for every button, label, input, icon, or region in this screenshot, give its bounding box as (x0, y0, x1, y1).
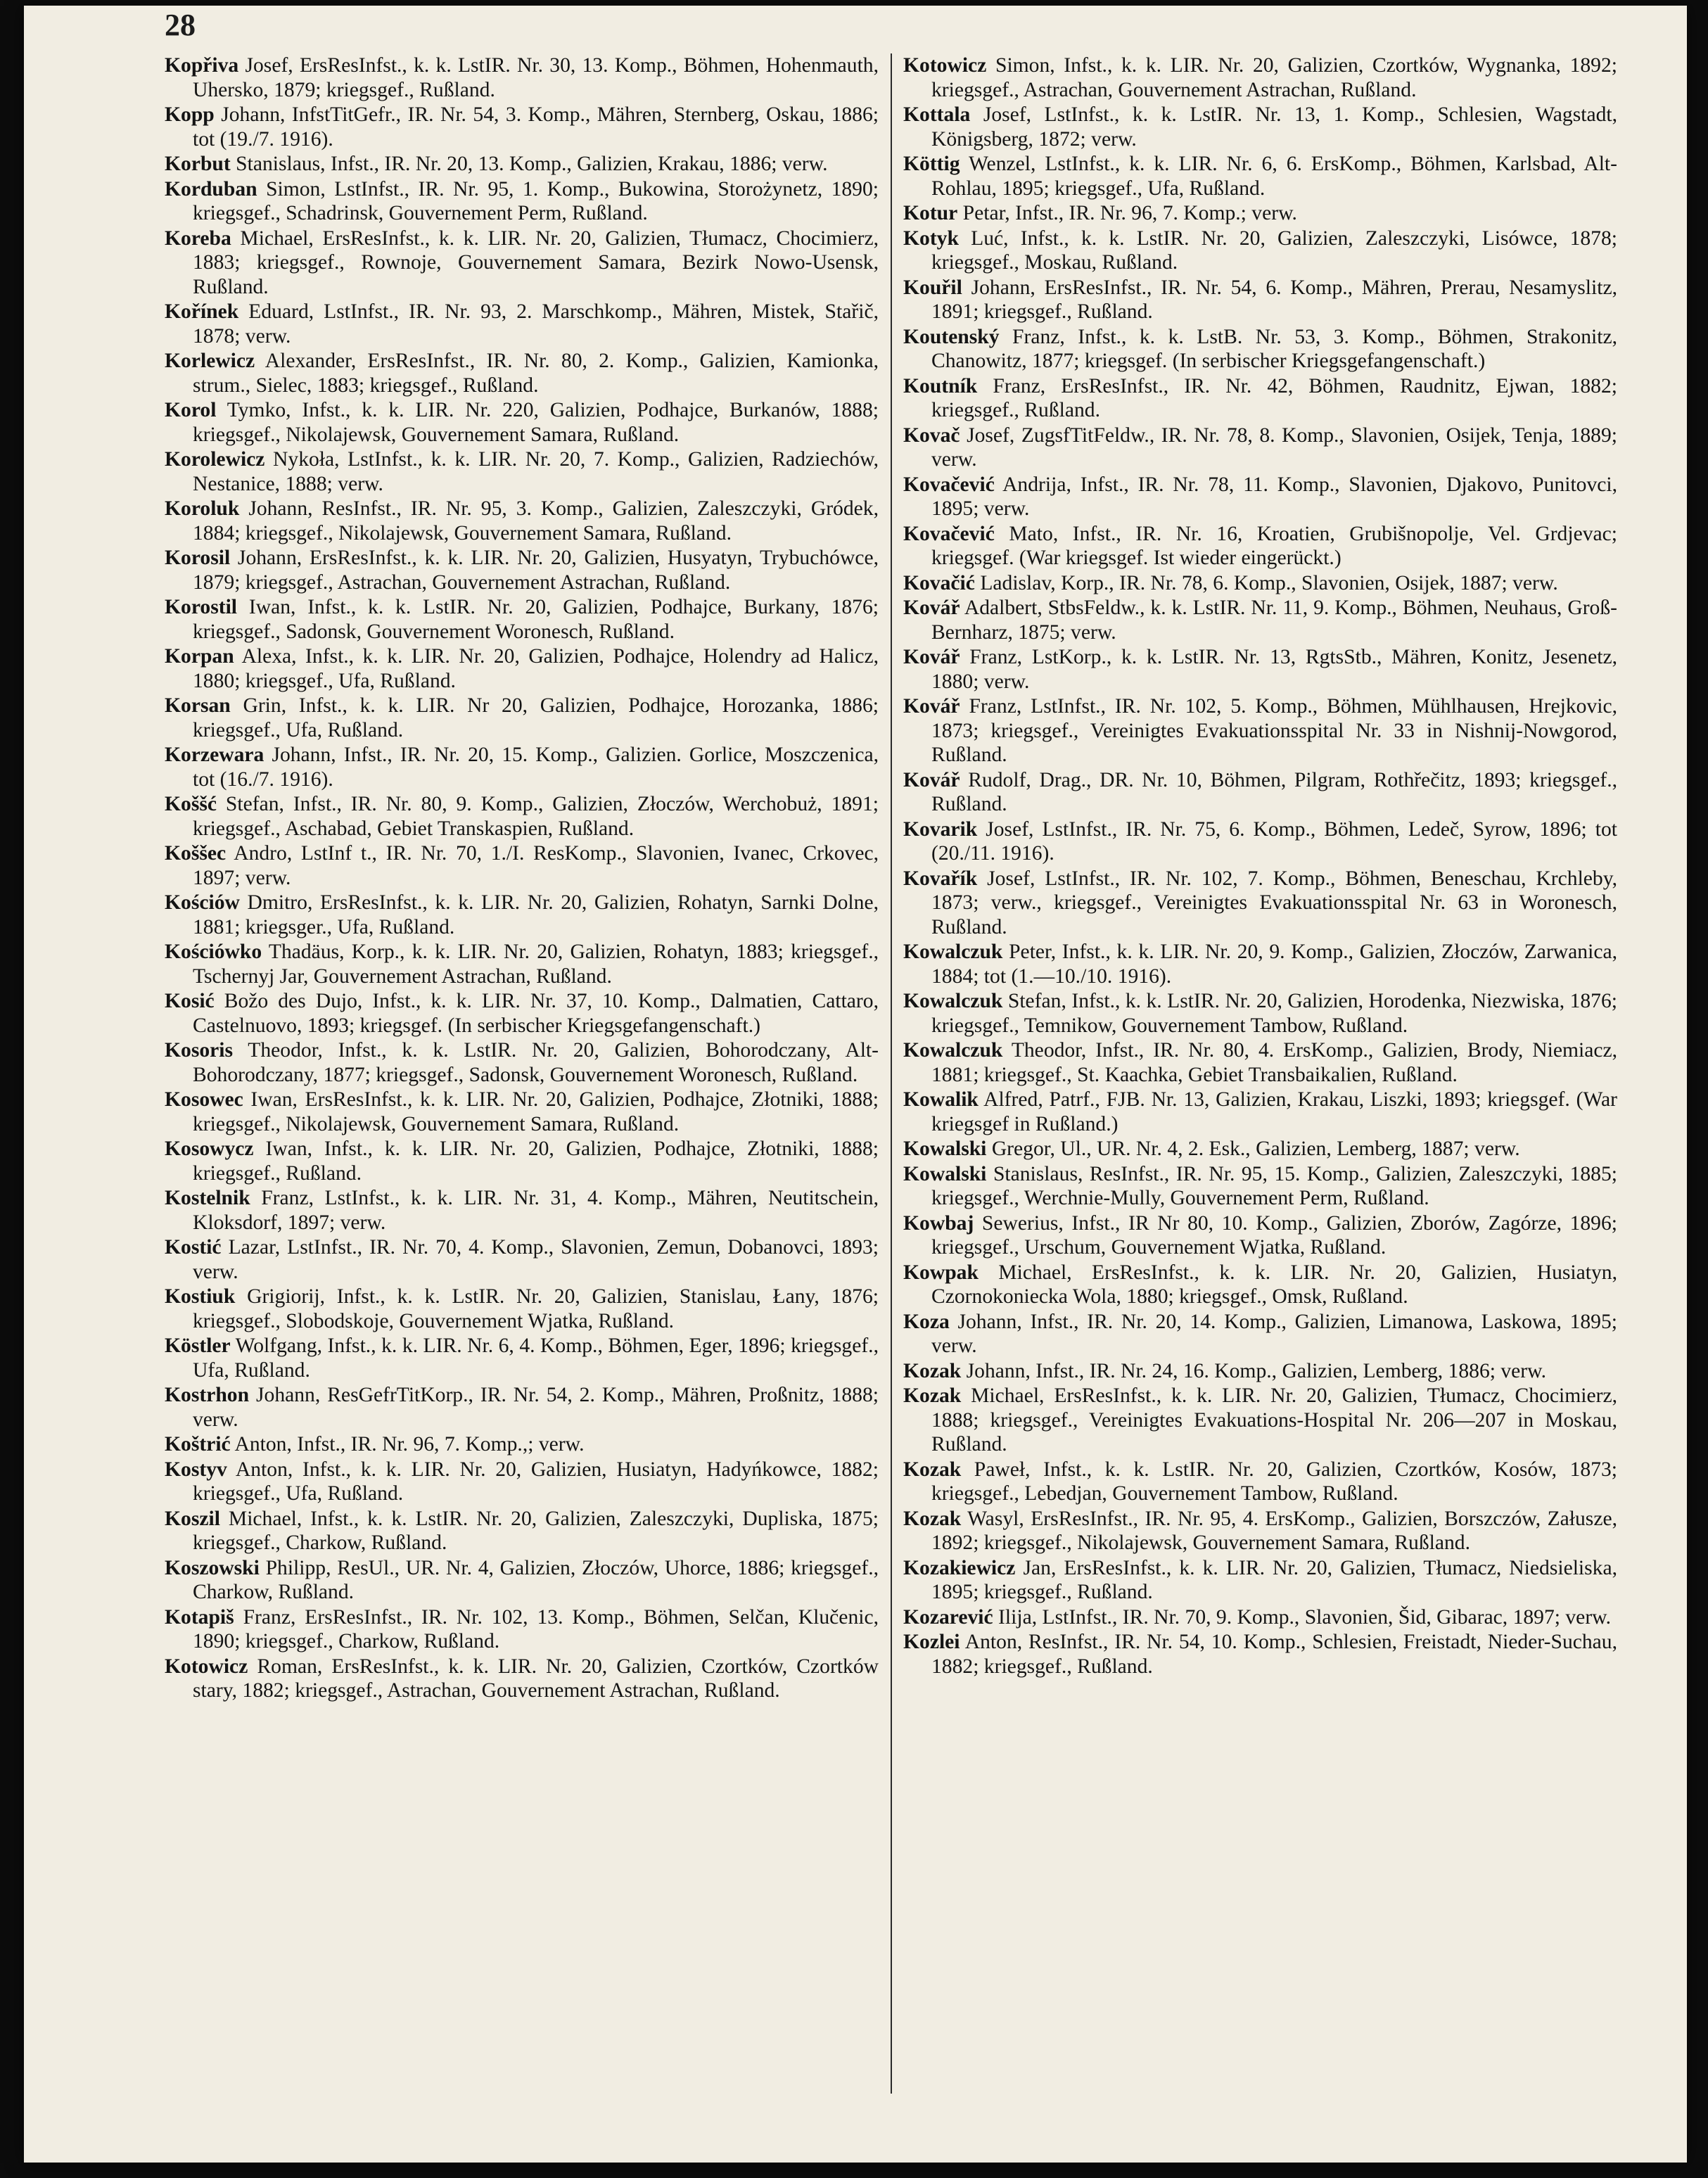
entry-details: Tymko, Infst., k. k. LIR. Nr. 220, Galizien, Podhajce, Burkanów, 1888; kriegsgef., Nikolajewsk, Gouvernement Samara, Rußland. (193, 399, 879, 446)
casualty-entry (903, 817, 1617, 866)
entry-details: Eduard, LstInfst., IR. Nr. 93, 2. Marschkomp., Mähren, Mistek, Stařič, 1878; verw. (193, 300, 879, 348)
entry-details: Johann, InfstTitGefr., IR. Nr. 54, 3. Komp., Mähren, Sternberg, Oskau, 1886; tot (19./7. 1916). (193, 103, 879, 151)
entry-details: Jan, ErsResInfst., k. k. LIR. Nr. 20, Galizien, Tłumacz, Niedsieliska, 1895; kriegsgef., Rußland. (931, 1556, 1617, 1603)
entry-details: Iwan, Infst., k. k. LIR. Nr. 20, Galizien, Podhajce, Złotniki, 1888; kriegsgef., Rußland. (193, 1138, 879, 1185)
entry-details: Stanislaus, Infst., IR. Nr. 20, 13. Komp., Galizien, Krakau, 1886; verw. (236, 153, 828, 175)
entry-surname: Köttig (903, 153, 960, 175)
casualty-entry (165, 743, 879, 791)
casualty-entry (903, 1088, 1617, 1136)
entry-details: Iwan, ErsResInfst., k. k. LIR. Nr. 20, Galizien, Podhajce, Złotniki, 1888; kriegsgef., Nikolajewsk, Gouvernement Samara, Rußland. (193, 1088, 879, 1135)
casualty-entry (165, 1383, 879, 1432)
casualty-entry (165, 497, 879, 545)
casualty-entry (903, 424, 1617, 472)
casualty-entry (165, 841, 879, 890)
scanned-page (24, 6, 1687, 2163)
entry-details: Johann, ErsResInfst., IR. Nr. 54, 6. Komp., Mähren, Prerau, Nesamyslitz, 1891; kriegsgef., Rußland. (931, 276, 1617, 323)
entry-details: Franz, Infst., k. k. LstB. Nr. 53, 3. Komp., Böhmen, Strakonitz, Chanowitz, 1877; kriegsgef. (In serbischer Kriegsgefangenschaft.) (931, 325, 1617, 372)
entry-details: Wasyl, ErsResInfst., IR. Nr. 95, 4. ErsKomp., Galizien, Borszczów, Załusze, 1892; kriegsgef., Nikolajewsk, Gouvernement Samara, Rußland. (931, 1507, 1617, 1554)
entry-surname: Korsan (165, 694, 231, 717)
casualty-entry (165, 53, 879, 102)
casualty-entry (165, 1088, 879, 1136)
entry-surname: Kovář (903, 597, 960, 619)
entry-details: Franz, ErsResInfst., IR. Nr. 42, Böhmen, Raudnitz, Ejwan, 1882; kriegsgef., Rußland. (931, 374, 1617, 421)
casualty-entry (903, 473, 1617, 521)
entry-details: Stefan, Infst., k. k. LstIR. Nr. 20, Galizien, Horodenka, Niezwiska, 1876; kriegsgef., Temnikow, Gouvernement Tambow, Rußland. (931, 990, 1617, 1037)
casualty-entry (165, 1186, 879, 1235)
entry-surname: Koszil (165, 1507, 220, 1530)
casualty-entry (165, 398, 879, 447)
casualty-entry (903, 53, 1617, 102)
casualty-entry (903, 694, 1617, 768)
casualty-entry (903, 1038, 1617, 1087)
entry-surname: Kostrhon (165, 1384, 250, 1406)
entry-surname: Korolewicz (165, 448, 265, 471)
entry-surname: Koštrić (165, 1433, 231, 1456)
casualty-entry (165, 940, 879, 988)
casualty-entry (165, 1334, 879, 1382)
casualty-entry (165, 792, 879, 841)
casualty-entry (165, 989, 879, 1038)
entry-surname: Kovář (903, 695, 960, 718)
casualty-entry (903, 1630, 1617, 1679)
entry-details: Michael, Infst., k. k. LstIR. Nr. 20, Galizien, Zaleszczyki, Dupliska, 1875; kriegsgef., Charkow, Rußland. (193, 1507, 879, 1554)
casualty-entry (903, 940, 1617, 988)
entry-surname: Korosil (165, 547, 231, 569)
entry-details: Simon, Infst., k. k. LIR. Nr. 20, Galizien, Czortków, Wygnanka, 1892; kriegsgef., Astrachan, Gouvernement Astrachan, Rußland. (931, 54, 1617, 101)
entry-details: Franz, LstInfst., k. k. LIR. Nr. 31, 4. Komp., Mähren, Neutitschein, Kloksdorf, 1897; verw. (193, 1187, 879, 1234)
entry-surname: Korol (165, 399, 217, 421)
entry-surname: Kovačević (903, 473, 995, 496)
casualty-entry (903, 227, 1617, 275)
entry-details: Thadäus, Korp., k. k. LIR. Nr. 20, Galizien, Rohatyn, 1883; kriegsgef., Tschernyj Jar, Gouvernement Astrachan, Rußland. (193, 941, 879, 988)
casualty-entry (165, 177, 879, 226)
casualty-entry (165, 1655, 879, 1703)
entry-surname: Köstler (165, 1335, 231, 1357)
entry-surname: Kowalczuk (903, 990, 1003, 1012)
entry-surname: Kottala (903, 103, 971, 126)
entry-surname: Kovač (903, 424, 960, 447)
entry-details: Ilija, LstInfst., IR. Nr. 70, 9. Komp., Slavonien, Šid, Gibarac, 1897; verw. (998, 1605, 1612, 1629)
entry-details: Johann, Infst., IR. Nr. 20, 14. Komp., Galizien, Limanowa, Laskowa, 1895; verw. (931, 1310, 1617, 1357)
casualty-entry (165, 1137, 879, 1185)
entry-details: Johann, ErsResInfst., k. k. LIR. Nr. 20, Galizien, Husyatyn, Trybuchówce, 1879; kriegsgef., Astrachan, Gouvernement Astrachan, Rußland. (193, 547, 879, 594)
entry-details: Alexa, Infst., k. k. LIR. Nr. 20, Galizien, Podhajce, Holendry ad Halicz, 1880; kriegsgef., Ufa, Rußland. (193, 645, 879, 692)
entry-details: Josef, ZugsfTitFeldw., IR. Nr. 78, 8. Komp., Slavonien, Osijek, Tenja, 1889; verw. (931, 424, 1617, 471)
entry-surname: Korostil (165, 596, 238, 618)
entry-details: Josef, LstInfst., IR. Nr. 102, 7. Komp., Böhmen, Beneschau, Krchleby, 1873; verw., kriegsgef., Vereinigtes Evakuationsspital Nr. 63 in Woronesch, Rußland. (931, 867, 1618, 938)
casualty-entry (165, 1038, 879, 1087)
entry-details: Petar, Infst., IR. Nr. 96, 7. Komp.; verw. (962, 202, 1297, 224)
casualty-entry (165, 1605, 879, 1654)
entry-surname: Kowalski (903, 1162, 987, 1185)
entry-details: Dmitro, ErsResInfst., k. k. LIR. Nr. 20, Galizien, Rohatyn, Sarnki Dolne, 1881; kriegsger., Ufa, Rußland. (193, 891, 879, 938)
entry-surname: Kozarević (903, 1605, 993, 1629)
casualty-entry (903, 201, 1617, 226)
casualty-entry (903, 152, 1617, 200)
entry-details: Wenzel, LstInfst., k. k. LIR. Nr. 6, 6. ErsKomp., Böhmen, Karlsbad, Alt-Rohlau, 1895; kriegsgef., Ufa, Rußland. (931, 153, 1617, 200)
entry-details: Sewerius, Infst., IR Nr 80, 10. Komp., Galizien, Zborów, Zagórze, 1896; kriegsgef., Urschum, Gouvernement Wjatka, Rußland. (931, 1211, 1617, 1259)
entry-surname: Koutník (903, 374, 978, 397)
entry-details: Johann, ResInfst., IR. Nr. 95, 3. Komp., Galizien, Zaleszczyki, Gródek, 1884; kriegsgef., Nikolajewsk, Gouvernement Samara, Rußland. (193, 497, 879, 544)
entry-details: Alexander, ErsResInfst., IR. Nr. 80, 2. Komp., Galizien, Kamionka, strum., Sielec, 1883; kriegsgef., Rußland. (193, 350, 879, 397)
entry-details: Wolfgang, Infst., k. k. LIR. Nr. 6, 4. Komp., Böhmen, Eger, 1896; kriegsgef., Ufa, Rußland. (193, 1335, 879, 1382)
casualty-entry (903, 1211, 1617, 1260)
entry-surname: Korlewicz (165, 350, 255, 372)
casualty-entry (165, 349, 879, 397)
entry-surname: Kovář (903, 646, 960, 668)
entry-details: Adalbert, StbsFeldw., k. k. LstIR. Nr. 11, 9. Komp., Böhmen, Neuhaus, Groß-Bernharz, 1875; verw. (931, 597, 1617, 644)
entry-surname: Kovačević (903, 522, 995, 545)
entry-surname: Kościów (165, 891, 240, 914)
casualty-entry (165, 1458, 879, 1506)
casualty-entry (165, 1556, 879, 1605)
casualty-entry (165, 227, 879, 300)
entry-details: Michael, ErsResInfst., k. k. LIR. Nr. 20, Galizien, Tłumacz, Chocimierz, 1888; kriegsgef., Vereinigtes Evakuations-Hospital Nr. 206—207 in Moskau, Rußland. (931, 1384, 1618, 1456)
entry-details: Andro, LstInf t., IR. Nr. 70, 1./I. ResKomp., Slavonien, Ivanec, Crkovec, 1897; verw. (193, 842, 879, 889)
casualty-entry (165, 546, 879, 594)
left-column (165, 53, 879, 1704)
entry-surname: Kotowicz (903, 54, 987, 77)
entry-surname: Kosić (165, 990, 215, 1012)
entry-details: Franz, LstInfst., IR. Nr. 102, 5. Komp., Böhmen, Mühlhausen, Hrejkovic, 1873; kriegsgef., Vereinigtes Evakuationsspital Nr. 33 in Nishnij-Nowgorod, Rußland. (931, 695, 1618, 766)
entry-details: Franz, LstKorp., k. k. LstIR. Nr. 13, RgtsStb., Mähren, Konitz, Jesenetz, 1880; verw. (931, 646, 1617, 693)
entry-surname: Kostyv (165, 1458, 227, 1481)
entry-surname: Kotapiš (165, 1605, 234, 1629)
entry-details: Stefan, Infst., IR. Nr. 80, 9. Komp., Galizien, Złoczów, Werchobuż, 1891; kriegsgef., Aschabad, Gebiet Transkaspien, Rußland. (193, 793, 879, 840)
entry-details: Anton, Infst., IR. Nr. 96, 7. Komp.,; verw. (234, 1433, 585, 1456)
column-divider (891, 53, 892, 2094)
casualty-entry (165, 644, 879, 693)
casualty-entry (903, 1556, 1617, 1605)
casualty-entry (165, 1285, 879, 1333)
entry-surname: Kopp (165, 103, 215, 126)
casualty-entry (903, 1458, 1617, 1506)
entry-details: Andrija, Infst., IR. Nr. 78, 11. Komp., Slavonien, Djakovo, Punitovci, 1895; verw. (931, 473, 1618, 520)
entry-surname: Kozak (903, 1359, 962, 1382)
entry-surname: Kopřiva (165, 54, 239, 77)
entry-details: Ladislav, Korp., IR. Nr. 78, 6. Komp., Slavonien, Osijek, 1887; verw. (980, 571, 1558, 594)
entry-details: Philipp, ResUl., UR. Nr. 4, Galizien, Złoczów, Uhorce, 1886; kriegsgef., Charkow, Rußland. (193, 1556, 879, 1603)
entry-details: Iwan, Infst., k. k. LstIR. Nr. 20, Galizien, Podhajce, Burkany, 1876; kriegsgef., Sadonsk, Gouvernement Woronesch, Rußland. (193, 596, 879, 643)
entry-details: Michael, ErsResInfst., k. k. LIR. Nr. 20, Galizien, Tłumacz, Chocimierz, 1883; kriegsgef., Rownoje, Gouvernement Samara, Bezirk Nowo-Usensk, Rußland. (193, 227, 879, 298)
entry-details: Theodor, Infst., k. k. LstIR. Nr. 20, Galizien, Bohorodczany, Alt-Bohorodczany, 1877; kriegsgef., Sadonsk, Gouvernement Woronesch, Rußland. (193, 1039, 879, 1086)
casualty-entry (903, 571, 1617, 596)
casualty-entry (903, 1137, 1617, 1161)
entry-details: Rudolf, Drag., DR. Nr. 10, Böhmen, Pilgram, Rothřečitz, 1893; kriegsgef., Rußland. (931, 768, 1617, 815)
entry-details: Anton, Infst., k. k. LIR. Nr. 20, Galizien, Husiatyn, Hadyńkowce, 1882; kriegsgef., Ufa, Rußland. (193, 1458, 879, 1505)
entry-details: Franz, ErsResInfst., IR. Nr. 102, 13. Komp., Böhmen, Selčan, Klučenic, 1890; kriegsgef., Charkow, Rußland. (193, 1605, 879, 1652)
entry-surname: Koutenský (903, 325, 1000, 348)
entry-details: Peter, Infst., k. k. LIR. Nr. 20, 9. Komp., Galizien, Złoczów, Zarwanica, 1884; tot (1.—10./10. 1916). (931, 941, 1617, 988)
entry-surname: Korpan (165, 645, 234, 668)
casualty-entry (165, 595, 879, 644)
entry-surname: Kozak (903, 1507, 962, 1530)
casualty-entry (903, 1359, 1617, 1384)
entry-surname: Korzewara (165, 744, 265, 766)
entry-details: Stanislaus, ResInfst., IR. Nr. 95, 15. Komp., Galizien, Zaleszczyki, 1885; kriegsgef., Werchnie-Mully, Gouvernement Perm, Rußland. (931, 1162, 1617, 1209)
entry-surname: Kovařík (903, 867, 978, 890)
casualty-entry (903, 1605, 1617, 1630)
entry-surname: Kosoris (165, 1039, 234, 1062)
entry-surname: Koreba (165, 227, 231, 250)
entry-surname: Kozak (903, 1384, 962, 1407)
entry-details: Simon, LstInfst., IR. Nr. 95, 1. Komp., Bukowina, Storożynetz, 1890; kriegsgef., Schadrinsk, Gouvernement Perm, Rußland. (193, 177, 879, 224)
entry-details: Roman, ErsResInfst., k. k. LIR. Nr. 20, Galizien, Czortków, Czortków stary, 1882; kriegsgef., Astrachan, Gouvernement Astrachan, Rußland. (193, 1655, 879, 1702)
casualty-entry (903, 867, 1617, 940)
entry-surname: Kouřil (903, 276, 962, 299)
entry-surname: Kosowec (165, 1088, 243, 1111)
casualty-entry (903, 1261, 1617, 1309)
entry-details: Johann, ResGefrTitKorp., IR. Nr. 54, 2. Komp., Mähren, Proßnitz, 1888; verw. (193, 1384, 879, 1431)
entry-surname: Kotowicz (165, 1655, 248, 1678)
entry-details: Michael, ErsResInfst., k. k. LIR. Nr. 20, Galizien, Husiatyn, Czornokoniecka Wola, 1880; kriegsgef., Omsk, Rußland. (931, 1261, 1617, 1308)
page-number: 28 (165, 8, 196, 42)
casualty-entry (903, 596, 1617, 644)
entry-surname: Kozak (903, 1458, 962, 1481)
entry-details: Luć, Infst., k. k. LstIR. Nr. 20, Galizien, Zaleszczyki, Lisówce, 1878; kriegsgef., Moskau, Rußland. (931, 227, 1617, 274)
entry-surname: Korbut (165, 153, 231, 175)
entry-surname: Kozakiewicz (903, 1556, 1016, 1579)
entry-details: Gregor, Ul., UR. Nr. 4, 2. Esk., Galizien, Lemberg, 1887; verw. (991, 1138, 1520, 1160)
entry-surname: Kostelnik (165, 1187, 250, 1209)
casualty-entry (165, 1432, 879, 1457)
entry-surname: Kovačić (903, 571, 975, 594)
entry-details: Lazar, LstInfst., IR. Nr. 70, 4. Komp., Slavonien, Zemun, Dobanovci, 1893; verw. (193, 1236, 879, 1283)
casualty-entry (903, 103, 1617, 151)
entry-surname: Korduban (165, 177, 257, 200)
casualty-entry (903, 1310, 1617, 1358)
casualty-entry (903, 645, 1617, 694)
entry-details: Nykoła, LstInfst., k. k. LIR. Nr. 20, 7. Komp., Galizien, Radziechów, Nestanice, 1888; verw. (193, 448, 879, 495)
casualty-entry (903, 1384, 1617, 1457)
entry-surname: Kościówko (165, 941, 262, 963)
casualty-entry (165, 103, 879, 151)
entry-details: Mato, Infst., IR. Nr. 16, Kroatien, Grubišnopolje, Vel. Grdjevac; kriegsgef. (War kriegsgef. Ist wieder eingerückt.) (931, 522, 1617, 569)
right-column (903, 53, 1617, 1679)
entry-surname: Kowalczuk (903, 941, 1003, 963)
entry-details: Alfred, Patrf., FJB. Nr. 13, Galizien, Krakau, Liszki, 1893; kriegsgef. (War kriegsgef in Rußland.) (931, 1088, 1618, 1135)
entry-details: Grigiorij, Infst., k. k. LstIR. Nr. 20, Galizien, Stanislau, Łany, 1876; kriegsgef., Slobodskoje, Gouvernement Wjatka, Rußland. (193, 1285, 879, 1332)
entry-details: Josef, LstInfst., IR. Nr. 75, 6. Komp., Böhmen, Ledeč, Syrow, 1896; tot (20./11. 1916). (931, 817, 1617, 865)
casualty-entry (903, 325, 1617, 374)
entry-surname: Kozlei (903, 1631, 960, 1653)
entry-surname: Koroluk (165, 497, 240, 520)
casualty-entry (165, 1235, 879, 1284)
casualty-entry (903, 374, 1617, 423)
entry-surname: Kowpak (903, 1261, 979, 1284)
casualty-entry (903, 1162, 1617, 1211)
entry-details: Johann, Infst., IR. Nr. 24, 16. Komp., Galizien, Lemberg, 1886; verw. (966, 1359, 1547, 1382)
entry-surname: Koszowski (165, 1556, 260, 1579)
entry-surname: Kovarik (903, 817, 978, 841)
entry-details: Johann, Infst., IR. Nr. 20, 15. Komp., Galizien. Gorlice, Moszczenica, tot (16./7. 1916). (193, 744, 879, 791)
entry-surname: Kotyk (903, 227, 959, 250)
entry-details: Paweł, Infst., k. k. LstIR. Nr. 20, Galizien, Czortków, Kosów, 1873; kriegsgef., Lebedjan, Gouvernement Tambow, Rußland. (931, 1458, 1617, 1505)
entry-details: Josef, ErsResInfst., k. k. LstIR. Nr. 30, 13. Komp., Böhmen, Hohenmauth, Uhersko, 1879; kriegsgef., Rußland. (193, 54, 879, 101)
entry-surname: Koššć (165, 793, 217, 815)
entry-details: Josef, LstInfst., k. k. LstIR. Nr. 13, 1. Komp., Schlesien, Wagstadt, Königsberg, 1872; verw. (931, 103, 1617, 151)
entry-surname: Kowbaj (903, 1211, 974, 1235)
entry-details: Theodor, Infst., IR. Nr. 80, 4. ErsKomp., Galizien, Brody, Niemiacz, 1881; kriegsgef., St. Kaachka, Gebiet Transbaikalien, Rußland. (931, 1039, 1617, 1086)
casualty-entry (903, 276, 1617, 324)
casualty-entry (165, 694, 879, 742)
entry-details: Grin, Infst., k. k. LIR. Nr 20, Galizien, Podhajce, Horozanka, 1886; kriegsgef., Ufa, Rußland. (193, 694, 879, 741)
entry-details: Božo des Dujo, Infst., k. k. LIR. Nr. 37, 10. Komp., Dalmatien, Cattaro, Castelnuovo, 1893; kriegsgef. (In serbischer Kriegsgefangenschaft.) (193, 990, 879, 1037)
entry-surname: Kowalczuk (903, 1039, 1003, 1062)
casualty-entry (165, 152, 879, 177)
entry-surname: Koza (903, 1310, 950, 1333)
casualty-entry (903, 522, 1617, 571)
entry-surname: Kotur (903, 202, 958, 224)
casualty-entry (903, 989, 1617, 1038)
entry-surname: Koššec (165, 842, 227, 865)
casualty-entry (165, 447, 879, 496)
entry-surname: Kostić (165, 1236, 222, 1259)
entry-surname: Kovář (903, 768, 960, 791)
casualty-entry (903, 768, 1617, 817)
entry-surname: Kostiuk (165, 1285, 236, 1308)
entry-details: Anton, ResInfst., IR. Nr. 54, 10. Komp., Schlesien, Freistadt, Nieder-Suchau, 1882; kriegsgef., Rußland. (931, 1631, 1617, 1678)
casualty-entry (165, 1507, 879, 1555)
casualty-entry (903, 1507, 1617, 1555)
casualty-entry (165, 891, 879, 939)
entry-surname: Kosowycz (165, 1138, 254, 1160)
entry-surname: Kowalski (903, 1138, 987, 1160)
casualty-entry (165, 300, 879, 348)
entry-surname: Kořínek (165, 300, 239, 323)
entry-surname: Kowalik (903, 1088, 979, 1111)
